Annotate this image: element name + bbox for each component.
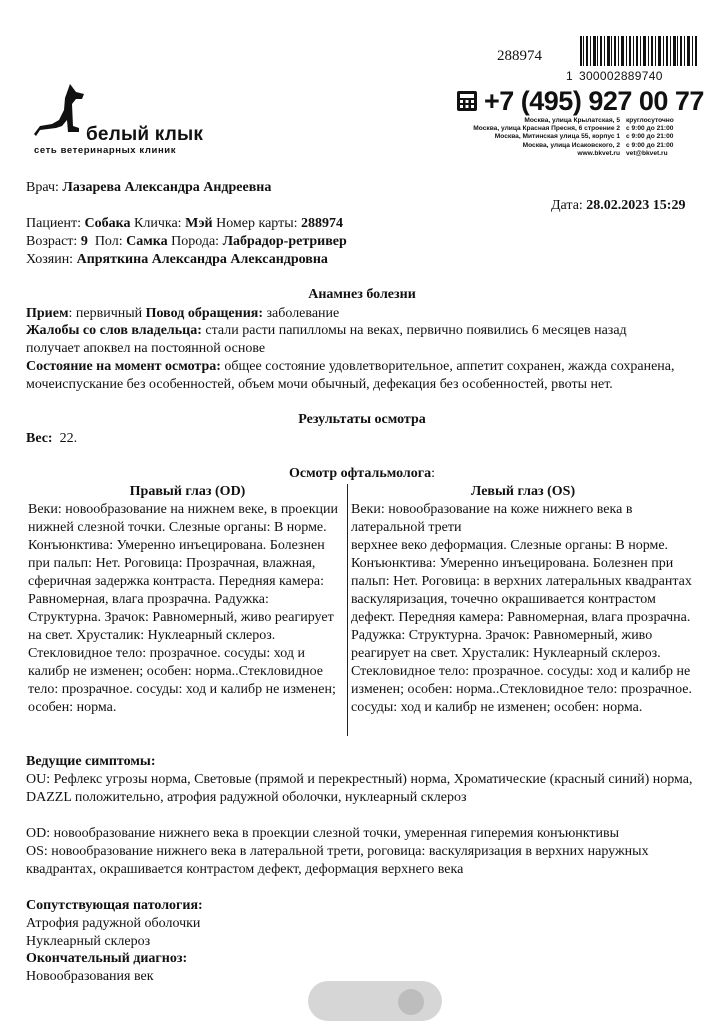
name-label: Кличка: — [134, 216, 182, 231]
phone-calculator-icon — [456, 90, 478, 112]
patient-species: Собака — [84, 216, 131, 231]
diagnosis-title: Окончательный диагноз: — [26, 951, 188, 966]
state-value: общее состояние удовлетворительное, аппетит сохранен, жажда сохранена, мочеиспускание без особенностей, объем мочи обычный, дефекация без особенностей, рвоты нет. — [26, 359, 675, 392]
column-divider — [347, 484, 348, 736]
floating-scroll-button[interactable] — [308, 981, 442, 1021]
weight-label: Вес: — [26, 431, 53, 446]
symptoms-ou: OU: Рефлекс угрозы норма, Световые (прямой и перекрестный) норма, Хроматические (красный синий) норма, DAZZL положительно, атрофия радужной оболочки, нуклеарный склероз — [26, 772, 693, 805]
address-hours: круглосуточно — [626, 117, 674, 124]
doctor-line — [26, 179, 271, 197]
website-link[interactable]: www.bkvet.ru — [577, 149, 620, 157]
patient-breed: Лабрадор-ретривер — [222, 234, 347, 249]
state-label: Состояние на момент осмотра: — [26, 359, 221, 374]
reception-value: : первичный — [68, 306, 143, 321]
brand-tagline: сеть ветеринарных клиник — [34, 145, 177, 156]
card-number: 288974 — [301, 216, 344, 231]
age-line — [26, 233, 347, 251]
doctor-label: Врач: — [26, 180, 59, 195]
date-line — [551, 197, 685, 215]
patient-label: Пациент: — [26, 216, 82, 231]
visit-date: 28.02.2023 15:29 — [586, 198, 686, 213]
address-hours: с 9:00 до 21:00 — [626, 133, 674, 141]
complaints-label: Жалобы со слов владельца: — [26, 323, 202, 338]
age-label: Возраст: — [26, 234, 78, 249]
os-findings — [351, 501, 696, 717]
address-text: Москва, улица Исаковского, 2 — [522, 141, 620, 149]
reason-label: Повод обращения: — [145, 306, 264, 321]
address-text: Москва, улица Красная Пресня, 6 строение 2 — [473, 125, 620, 133]
barcode-number — [566, 69, 663, 83]
card-label: Номер карты: — [216, 216, 298, 231]
address-row — [452, 125, 702, 133]
ophthalmology-title — [26, 466, 698, 482]
doctor-name: Лазарева Александра Андреевна — [62, 180, 272, 195]
clinic-logo — [26, 78, 226, 158]
address-hours: с 9:00 до 21:00 — [626, 125, 674, 133]
email-link[interactable]: vet@bkvet.ru — [626, 149, 668, 157]
barcode-icon — [580, 36, 698, 66]
phone-number: +7 (495) 927 00 77 — [484, 86, 704, 116]
anamnesis-title: Анамнез болезни — [308, 287, 416, 302]
od-title: Правый глаз (OD) — [129, 484, 246, 499]
reason-value: заболевание — [266, 306, 340, 321]
address-row — [452, 133, 702, 141]
card-number-header: 288974 — [497, 48, 542, 64]
os-findings-lids: Веки: новообразование на коже нижнего века в латеральной трети — [351, 502, 633, 535]
patient-sex: Самка — [126, 234, 168, 249]
reception-line — [26, 305, 339, 323]
breed-label: Порода: — [171, 234, 220, 249]
symptoms-od: OD: новообразование нижнего века в проекции слезной точки, умеренная гиперемия конъюнктивы — [26, 826, 620, 841]
sex-label: Пол: — [94, 234, 123, 249]
clinic-phone — [456, 86, 704, 117]
os-findings-rest: верхнее веко деформация. Слезные органы: В норме. Конъюнктива: Умеренно инъецирована. Болезнен при пальп: Нет. Роговица: в верхних латеральных квадрантах васкуляризация, точечно окрашивается контрастом дефект. Передняя камера: Равномерная, влага прозрачна. Радужка: Структурна. Зрачок: Равномерный, живо реагирует на свет. Хрусталик: Нуклеарный склероз. Стекловидное тело: прозрачное. сосуды: ход и калибр не изменен; особен: норма..Стекловидное тело: прозрачное. сосуды: ход и калибр не изменен; особен: норма. — [351, 538, 693, 715]
owner-label: Хозяин: — [26, 252, 74, 267]
state-paragraph — [26, 358, 686, 394]
owner-line — [26, 251, 328, 269]
address-row — [452, 117, 702, 125]
os-title: Левый глаз (OS) — [470, 484, 576, 499]
pathology-item: Нуклеарный склероз — [26, 934, 151, 949]
address-text: Москва, Митинская улица 55, корпус 1 — [494, 133, 620, 141]
patient-age: 9 — [80, 234, 88, 249]
pathology-title: Сопутствующая патология: — [26, 898, 203, 913]
symptoms-os: OS: новообразование нижнего века в латеральной трети, роговица: васкуляризация в верхних наружных квадрантах, окрашивается контрастом дефект, деформация верхнего века — [26, 844, 649, 877]
pathology-item: Атрофия радужной оболочки — [26, 916, 201, 931]
complaints-line — [26, 322, 627, 340]
patient-line — [26, 215, 343, 233]
patient-name: Мэй — [185, 216, 213, 231]
reception-label: Прием — [26, 306, 69, 321]
address-hours: с 9:00 до 21:00 — [626, 141, 674, 149]
scroll-indicator-icon — [398, 989, 424, 1015]
brand-name: белый клык — [86, 124, 204, 145]
barcode-lead-digit: 1 — [566, 69, 573, 83]
owner-name: Апряткина Александра Александровна — [76, 252, 328, 267]
diagnosis-value: Новообразования век — [26, 969, 154, 984]
address-row — [452, 150, 702, 158]
ophthalmology-title-text: Осмотр офтальмолога — [289, 466, 432, 481]
od-findings: Веки: новообразование на нижнем веке, в проекции нижней слезной точки. Слезные органы: В норме. Конъюнктива: Умеренно инъецирована. Болезнен при пальп: Нет. Роговица: Прозрачная, влажная, сферичная задержка контраста. Передняя камера: Равномерная, влага прозрачна. Радужка: Структурна. Зрачок: Равномерный, живо реагирует на свет. Хрусталик: Нуклеарный склероз. Стекловидное тело: прозрачное. сосуды: ход и калибр не изменен; особен: норма..Стекловидное тело: прозрачное. сосуды: ход и калибр не изменен; особен: норма. — [28, 502, 338, 715]
address-row — [452, 142, 702, 150]
weight-line — [26, 430, 77, 448]
complaints-continued: получает апоквел на постоянной основе — [26, 341, 266, 356]
weight-value: 22. — [59, 431, 78, 446]
exam-title: Результаты осмотра — [298, 412, 426, 427]
symptoms-title: Ведущие симптомы: — [26, 754, 156, 769]
date-label: Дата: — [551, 198, 583, 213]
complaints-value: стали расти папилломы на веках, первично появились 6 месяцев назад — [205, 323, 627, 338]
barcode-digits: 300002889740 — [578, 69, 663, 83]
ophthalmology-title-colon: : — [431, 466, 435, 481]
address-text: Москва, улица Крылатская, 5 — [524, 117, 620, 124]
clinic-addresses — [452, 117, 702, 158]
